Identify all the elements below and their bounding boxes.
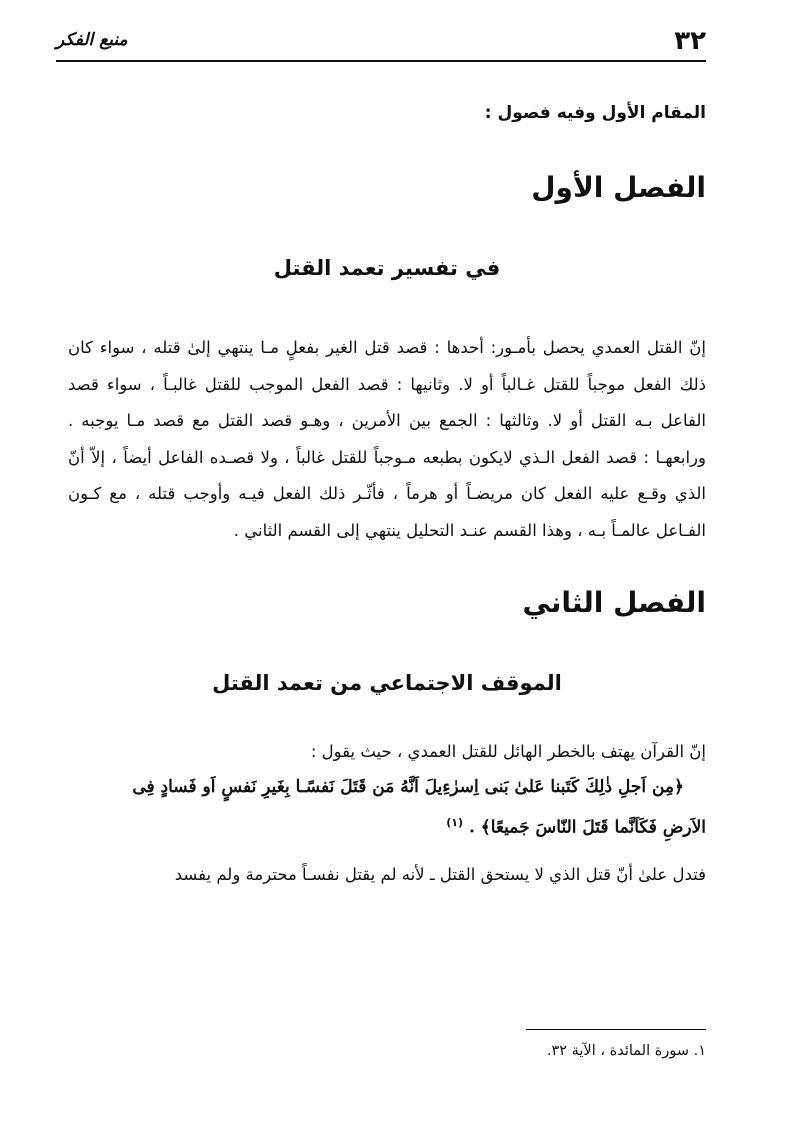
chapter-1-title: الفصل الأول [531, 171, 706, 204]
quran-verse-line-1: ﴿مِن اَجلِ ذٰلِكَ كَتَبنا عَلىٰ بَنى اِسرٰءِيلَ اَنَّهُ مَن قَتَلَ نَفسًـا بِغَيرِ نَفسٍ اَو فَسادٍ فِى [132, 777, 684, 797]
conclusion-line: فتدل علىٰ أنّ قتل الذي لا يستحق القتل ـ لأنه لم يقتل نفسـاً محترمة ولم يفسد [174, 864, 706, 884]
quran-verse [68, 769, 706, 846]
page-content [68, 92, 706, 892]
chapter-1-subtitle: في تفسير تعمد القتل [273, 256, 501, 280]
chapter-1-paragraph: إنّ القتل العمدي يحصل بأمـور: أحدها : قصد قتل الغير بفعلٍ مـا ينتهي إلىٰ قتله ، سواء كان ذلك الفعل موجباً للقتل غـالباً أو لا. وثانيها : قصد الفعل الموجب للقتل غالبـاً ، سواء قصد الفاعل بـه القتل أو لا. وثالثها : الجمع بين الأمرين ، وهـو قصد القتل مع قصد مـا يوجبه . ورابعهـا : قصد الفعل الـذي لايكون بطبعه مـوجباً للقتل غالباً ، ولا قصـده الفاعل أيضاً ، إلاّ أنّ الذي وقـع عليه الفعل كان مريضـاً أو هرماً ، فأثّـر ذلك الفعل فيـه وأوجب قتله ، مع كـون الفـاعل عالمـاً بـه ، وهذا القسم عنـد التحليل ينتهي إلى القسم الثاني . [68, 338, 706, 540]
chapter-2-subtitle: الموقف الاجتماعي من تعمد القتل [212, 671, 562, 695]
running-title: منبع الفكر [56, 30, 128, 50]
page-number: ٣٢ [674, 26, 706, 56]
page-header [56, 22, 706, 62]
chapter-2-title: الفصل الثاني [522, 586, 706, 619]
header-rule [56, 60, 706, 62]
chapter-2-body [68, 735, 706, 846]
quran-intro: إنّ القرآن يهتف بالخطر الهائل للقتل العمدي ، حيث يقول : [310, 742, 706, 761]
station-heading: المقام الأول وفيه فصول : [484, 103, 706, 123]
footnote-reference[interactable]: (١) [446, 816, 464, 829]
quran-verse-line-2: الاَرضِ فَكَاَنَّما قَتَلَ النّاسَ جَميعًا﴾ . [468, 817, 706, 838]
footnote: ١. سورة المائدة ، الآية ٣٢. [546, 1043, 706, 1059]
footnote-divider [526, 1029, 706, 1030]
